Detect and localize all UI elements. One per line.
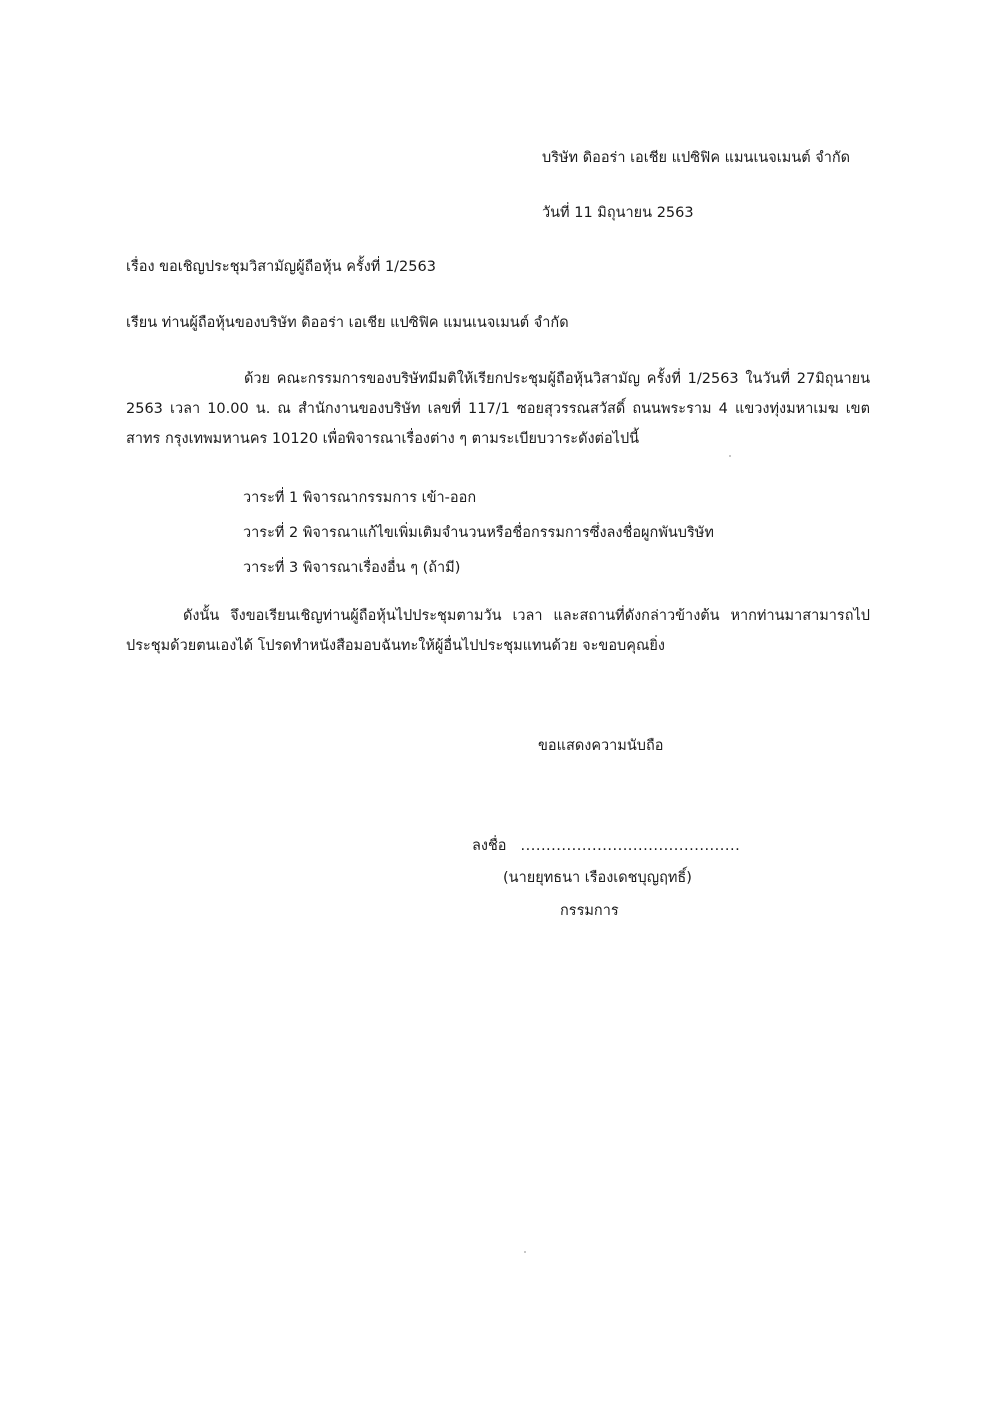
letter-date: วันที่ 11 มิถุนายน 2563 — [542, 205, 694, 221]
agenda-item: วาระที่ 2 พิจารณาแก้ไขเพิ่มเติมจำนวนหรือชื่อกรรมการซึ่งลงชื่อผูกพันบริษัท — [243, 525, 714, 541]
body-paragraph-invitation — [126, 601, 870, 661]
signer-title: กรรมการ — [560, 903, 619, 919]
signer-name: (นายยุทธนา เรืองเดชบุญฤทธิ์) — [503, 870, 692, 886]
closing-salutation: ขอแสดงความนับถือ — [538, 738, 664, 754]
letter-subject: เรื่อง ขอเชิญประชุมวิสามัญผู้ถือหุ้น ครั้งที่ 1/2563 — [126, 259, 436, 275]
signature-line: ........................................... — [520, 838, 741, 854]
scan-speck — [729, 455, 731, 457]
agenda-item: วาระที่ 1 พิจารณากรรมการ เข้า-ออก — [243, 490, 477, 506]
paragraph-2-text: ดังนั้น จึงขอเรียนเชิญท่านผู้ถือหุ้นไปประชุมตามวัน เวลา และสถานที่ดังกล่าวข้างต้น หากท่านมาสามารถไปประชุมด้วยตนเองได้ โปรดทำหนังสือมอบฉันทะให้ผู้อื่นไปประชุมแทนด้วย จะขอบคุณยิ่ง — [126, 608, 870, 654]
agenda-item: วาระที่ 3 พิจารณาเรื่องอื่น ๆ (ถ้ามี) — [243, 560, 461, 576]
signature-label: ลงชื่อ — [472, 838, 507, 854]
body-paragraph-meeting-notice — [126, 364, 870, 454]
company-header: บริษัท ดิออร่า เอเชีย แปซิฟิค แมนเนจเมนต์ จำกัด — [542, 150, 851, 166]
agenda-list — [243, 481, 714, 586]
letter-addressee: เรียน ท่านผู้ถือหุ้นของบริษัท ดิออร่า เอเชีย แปซิฟิค แมนเนจเมนต์ จำกัด — [126, 315, 569, 331]
scan-speck — [524, 1251, 526, 1253]
paragraph-1-text: ด้วย คณะกรรมการของบริษัทมีมติให้เรียกประชุมผู้ถือหุ้นวิสามัญ ครั้งที่ 1/2563 ในวันที่ 27มิถุนายน 2563 เวลา 10.00 น. ณ สำนักงานของบริษัท เลขที่ 117/1 ซอยสุวรรณสวัสดิ์ ถนนพระราม 4 แขวงทุ่งมหาเมฆ เขตสาทร กรุงเทพมหานคร 10120 เพื่อพิจารณาเรื่องต่าง ๆ ตามระเบียบวาระดังต่อไปนี้ — [126, 371, 870, 447]
signature-row — [472, 836, 740, 856]
